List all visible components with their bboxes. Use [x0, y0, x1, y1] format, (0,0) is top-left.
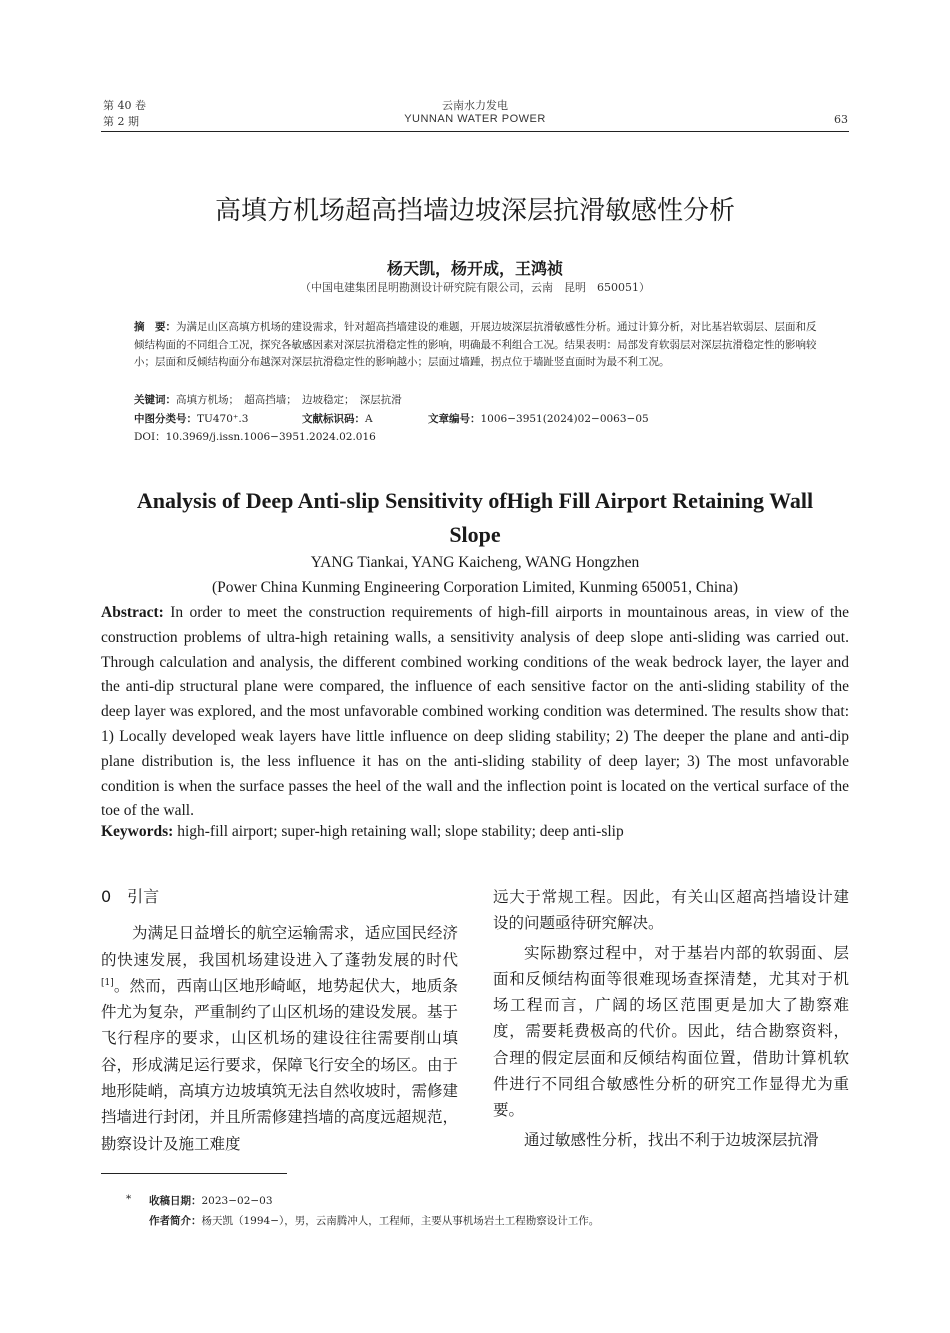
keywords-en [101, 823, 849, 841]
affiliation-cn: （中国电建集团昆明勘测设计研究院有限公司，云南 昆明 650051） [300, 281, 650, 294]
author-bio [149, 1213, 599, 1228]
clc-value: TU470⁺.3 [197, 413, 249, 425]
intro-paragraph-1 [101, 920, 458, 1157]
citation-ref: [1] [101, 977, 114, 988]
abstract-en [101, 601, 849, 824]
right-paragraph-3: 通过敏感性分析，找出不利于边坡深层抗滑 [524, 1130, 819, 1149]
article-number [428, 411, 728, 429]
footnote-rule [101, 1173, 287, 1174]
abstract-en-text: In order to meet the construction requirements of high-fill airports in mountainous areas, in view of the construction problems of ultra-high retaining walls, a sensitivity analysis of deep slope anti-sliding was carried out. Through calculation and analysis, the different combined working conditions of the weak bedrock layer, the layer and the anti-dip structural plane were compared, the influence of each sensitive factor on the anti-sliding stability of the deep layer was explored, and the most unfavorable combined working condition was determined. The results show that: 1) Locally developed weak layers have little influence on deep sliding stability; 2) The deeper the plane and anti-dip plane distribution is, the less influence it has on the anti-sliding stability of deep layer; 3) The most unfavorable condition is when the surface passes the heel of the wall and the inflection point is located on the vertical surface of the toe of the wall. [101, 604, 849, 820]
issue-label: 第 2 期 [103, 115, 139, 128]
clc-label: 中图分类号： [134, 413, 197, 425]
header-rule [101, 131, 849, 132]
journal-name-en: YUNNAN WATER POWER [404, 113, 546, 125]
doc-code-value: A [365, 413, 373, 425]
keywords-cn [134, 392, 820, 410]
intro-text-part-1: 为满足日益增长的航空运输需求，适应国民经济的快速发展，我国机场建设进入了蓬勃发展的时代 [101, 924, 458, 969]
page-number: 63 [834, 113, 848, 126]
affiliation-en: (Power China Kunming Engineering Corporation Limited, Kunming 650051, China) [211, 579, 739, 596]
author-bio-label: 作者简介： [149, 1215, 202, 1227]
journal-name-cn: 云南水力发电 [442, 99, 508, 112]
doi: DOI：10.3969/j.issn.1006−3951.2024.02.016 [134, 431, 376, 443]
abstract-cn-text: 为满足山区高填方机场的建设需求，针对超高挡墙建设的难题，开展边坡深层抗滑敏感性分析。通过计算分析，对比基岩软弱层、层面和反倾结构面的不同组合工况，探究各敏感因素对深层抗滑稳定性的影响，明确最不利组合工况。结果表明：局部发育软弱层对深层抗滑稳定性的影响较小；层面和反倾结构面分布越深对深层抗滑稳定性的影响越小；层面过墙踵，拐点位于墙趾竖直面时为最不利工况。 [134, 321, 817, 368]
keywords-cn-label: 关键词： [134, 394, 176, 406]
title-en-line-2: Slope [449, 522, 501, 547]
keywords-en-label: Keywords: [101, 823, 174, 840]
title-en [100, 484, 850, 552]
doc-code-label: 文献标识码： [302, 413, 365, 425]
author-bio-text: 杨天凯（1994−），男，云南腾冲人，工程师，主要从事机场岩土工程勘察设计工作。 [201, 1215, 600, 1227]
volume-label: 第 40 卷 [103, 99, 146, 112]
authors-cn: 杨天凯，杨开成，王鸿祯 [386, 259, 563, 278]
abstract-cn-label: 摘 要： [134, 321, 176, 333]
received-date [149, 1193, 273, 1208]
article-no-label: 文章编号： [428, 413, 481, 425]
left-column [101, 884, 458, 1157]
title-en-line-1: Analysis of Deep Anti-slip Sensitivity ofHigh Fill Airport Retaining Wall [136, 488, 814, 513]
received-label: 收稿日期： [149, 1195, 202, 1207]
title-cn: 高填方机场超高挡墙边坡深层抗滑敏感性分析 [214, 196, 735, 226]
doc-code [302, 411, 422, 429]
authors-en: YANG Tiankai, YANG Kaicheng, WANG Hongzhen [310, 554, 640, 571]
abstract-en-label: Abstract: [101, 604, 164, 621]
right-paragraph-2: 实际勘察过程中，对于基岩内部的软弱面、层面和反倾结构面等很难现场查探清楚，尤其对于机场工程而言，广阔的场区范围更是加大了勘察难度，需要耗费极高的代价。因此，结合勘察资料，合理的假定层面和反倾结构面位置，借助计算机软件进行不同组合敏感性分析的研究工作显得尤为重要。 [493, 943, 849, 1120]
right-column [493, 884, 849, 1153]
footnote-star: * [126, 1193, 132, 1205]
received-value: 2023−02−03 [201, 1195, 273, 1207]
keywords-cn-text: 高填方机场； 超高挡墙； 边坡稳定； 深层抗滑 [176, 394, 402, 406]
intro-text-part-2: 。然而，西南山区地形崎岖，地势起伏大，地质条件尤为复杂，严重制约了山区机场的建设发展。基于飞行程序的要求，山区机场的建设往往需要削山填谷，形成满足运行要求，保障飞行安全的场区。由于地形陡峭，高填方边坡填筑无法自然收坡时，需修建挡墙进行封闭，并且所需修建挡墙的高度远超规范，勘察设计及施工难度 [101, 976, 458, 1153]
section-heading-intro: 0 引言 [101, 887, 160, 906]
right-paragraph-continued: 远大于常规工程。因此，有关山区超高挡墙设计建设的问题亟待研究解决。 [493, 888, 849, 933]
abstract-cn [134, 319, 820, 372]
article-no-value: 1006−3951(2024)02−0063−05 [480, 413, 649, 425]
keywords-en-text: high-fill airport; super-high retaining wall; slope stability; deep anti-slip [173, 823, 624, 840]
